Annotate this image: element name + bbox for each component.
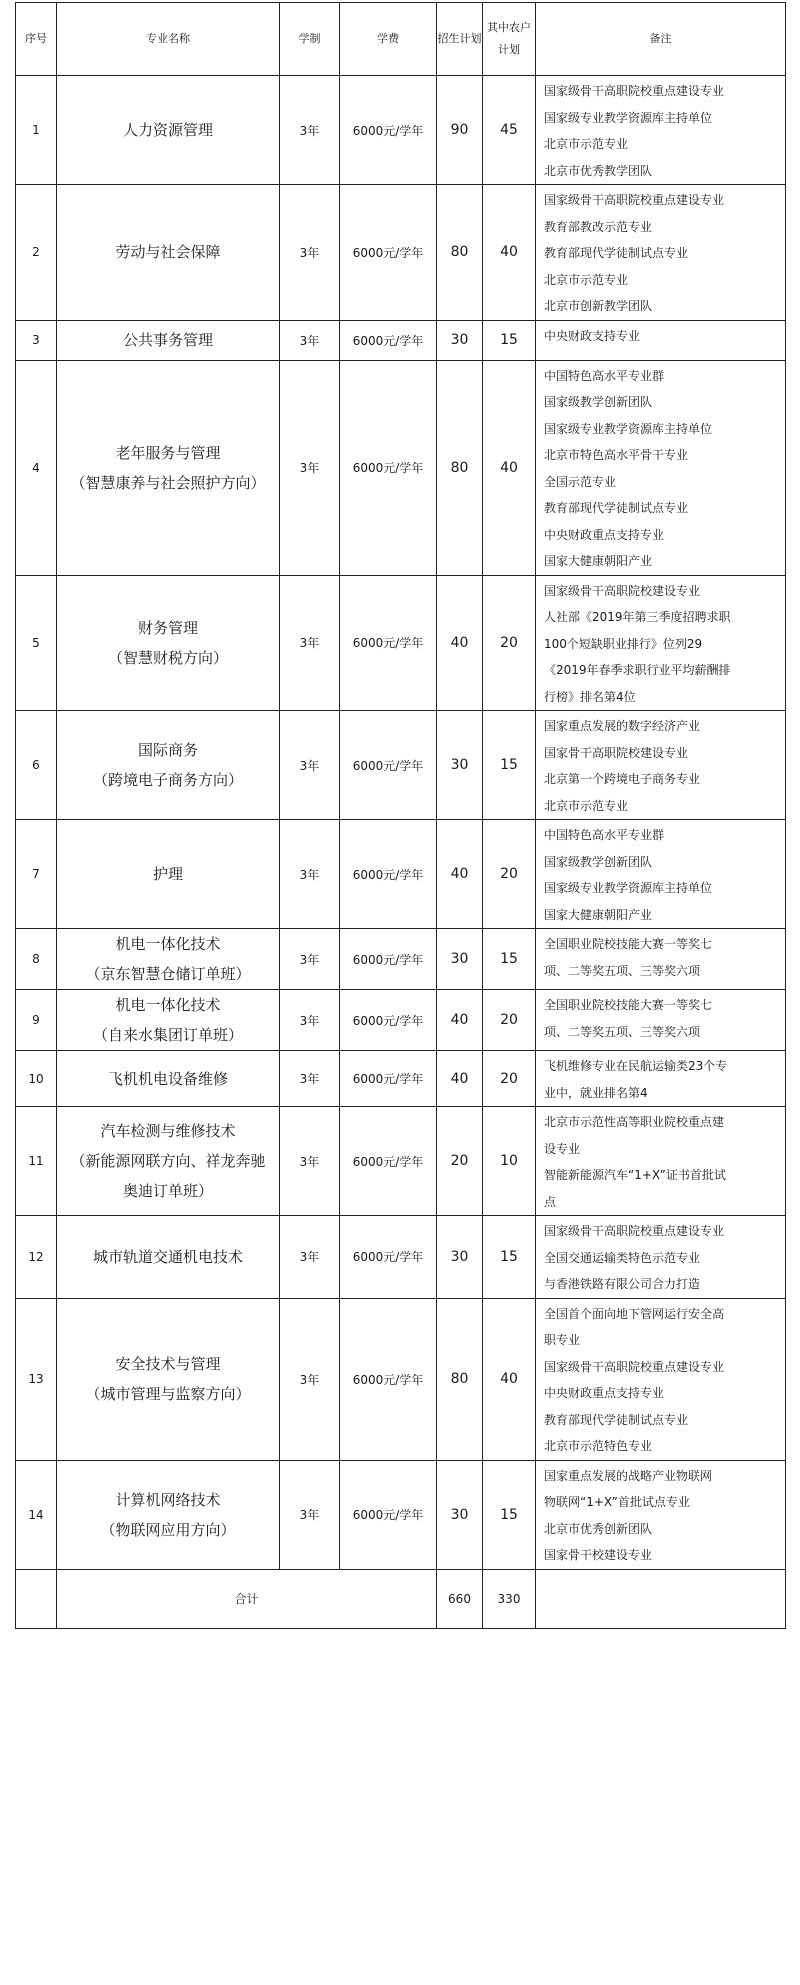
row-remarks xyxy=(536,575,786,711)
row-years: 3年 xyxy=(280,1460,340,1569)
remark-line: 中央财政支持专业 xyxy=(544,328,641,343)
table-row xyxy=(16,1216,786,1299)
table-row xyxy=(16,320,786,360)
row-plan: 40 xyxy=(437,820,483,929)
remark-line: 国家级骨干高职院校建设专业 xyxy=(544,583,701,598)
table-row xyxy=(16,929,786,990)
remark-line: 国家重点发展的数字经济产业 xyxy=(544,719,701,733)
remark-line: 飞机维修专业在民航运输类23个专 xyxy=(544,1059,728,1073)
remark-line: 国家级骨干高职院校重点建设专业 xyxy=(544,193,725,207)
remark-line: 国家级专业教学资源库主持单位 xyxy=(544,881,713,895)
remark-line: 国家大健康朝阳产业 xyxy=(544,554,653,568)
major-name-line: （新能源网联方向、祥龙奔驰 xyxy=(70,1152,266,1170)
major-name-line: 公共事务管理 xyxy=(122,331,213,349)
header-major: 专业名称 xyxy=(57,3,280,76)
remark-line: 教育部现代学徒制试点专业 xyxy=(544,501,689,515)
row-major-name xyxy=(57,360,280,575)
header-seq: 序号 xyxy=(16,3,57,76)
remark-line: 国家重点发展的战略产业物联网 xyxy=(544,1468,713,1483)
row-rural: 40 xyxy=(483,360,536,575)
major-name-line: 国际商务 xyxy=(137,741,198,759)
header-remarks: 备注 xyxy=(536,3,786,76)
row-seq: 14 xyxy=(16,1460,57,1569)
major-name-line: （自来水集团订单班） xyxy=(92,1026,243,1044)
major-name-line: 安全技术与管理 xyxy=(115,1355,221,1373)
remark-line: 全国示范专业 xyxy=(544,474,617,489)
remark-line: 项、二等奖五项、三等奖六项 xyxy=(544,1024,701,1039)
table-row xyxy=(16,1298,786,1460)
row-seq: 5 xyxy=(16,575,57,711)
row-major-name xyxy=(57,575,280,711)
total-plan: 660 xyxy=(437,1569,483,1628)
row-major-name xyxy=(57,1107,280,1216)
remark-line: 中央财政重点支持专业 xyxy=(544,527,665,542)
row-major-name xyxy=(57,711,280,820)
remark-line: 设专业 xyxy=(544,1141,581,1156)
row-rural: 20 xyxy=(483,820,536,929)
table-row xyxy=(16,711,786,820)
row-rural: 15 xyxy=(483,1216,536,1299)
row-seq: 2 xyxy=(16,185,57,321)
row-years: 3年 xyxy=(280,1216,340,1299)
major-name-line: 财务管理 xyxy=(137,618,198,637)
remark-line: 教育部教改示范专业 xyxy=(544,219,653,234)
remark-line: 全国交通运输类特色示范专业 xyxy=(544,1250,701,1265)
row-remarks xyxy=(536,820,786,929)
remark-line: 100个短缺职业排行》位列29 xyxy=(544,636,703,651)
row-seq: 7 xyxy=(16,820,57,929)
remark-line: 国家级教学创新团队 xyxy=(544,395,653,409)
remark-line: 国家级教学创新团队 xyxy=(544,854,653,869)
row-years: 3年 xyxy=(280,185,340,321)
remark-line: 国家大健康朝阳产业 xyxy=(544,907,653,922)
row-fee: 6000元/学年 xyxy=(340,1051,437,1107)
remark-line: 人社部《2019年第三季度招聘求职 xyxy=(544,610,731,624)
row-years: 3年 xyxy=(280,711,340,820)
row-rural: 15 xyxy=(483,1460,536,1569)
table-row xyxy=(16,575,786,711)
header-rural: 其中农户计划 xyxy=(483,3,536,76)
row-rural: 10 xyxy=(483,1107,536,1216)
remark-line: 行榜》排名第4位 xyxy=(544,689,636,704)
major-name-line: 机电一体化技术 xyxy=(115,935,221,953)
remark-line: 国家级骨干高职院校重点建设专业 xyxy=(544,1224,725,1238)
remark-line: 国家骨干校建设专业 xyxy=(544,1548,653,1562)
total-rural: 330 xyxy=(483,1569,536,1628)
row-major-name xyxy=(57,1051,280,1107)
remark-line: 智能新能源汽车“1+X”证书首批试 xyxy=(544,1168,726,1182)
major-name-line: （智慧康养与社会照护方向） xyxy=(70,473,266,492)
remark-line: 中央财政重点支持专业 xyxy=(544,1386,665,1400)
row-plan: 40 xyxy=(437,575,483,711)
row-remarks xyxy=(536,1051,786,1107)
row-remarks xyxy=(536,711,786,820)
table-row xyxy=(16,185,786,321)
remark-line: 与香港铁路有限公司合力打造 xyxy=(544,1277,701,1291)
row-seq: 4 xyxy=(16,360,57,575)
header-plan: 招生计划 xyxy=(437,3,483,76)
row-plan: 80 xyxy=(437,185,483,321)
row-fee: 6000元/学年 xyxy=(340,575,437,711)
major-name-line: 机电一体化技术 xyxy=(115,996,221,1014)
row-years: 3年 xyxy=(280,1298,340,1460)
row-remarks xyxy=(536,1216,786,1299)
row-fee: 6000元/学年 xyxy=(340,820,437,929)
remark-line: 教育部现代学徒制试点专业 xyxy=(544,1412,689,1427)
remark-line: 中国特色高水平专业群 xyxy=(544,368,665,383)
remark-line: 国家级专业教学资源库主持单位 xyxy=(544,421,713,436)
remark-line: 教育部现代学徒制试点专业 xyxy=(544,246,689,260)
remark-line: 职专业 xyxy=(544,1333,581,1347)
row-seq: 8 xyxy=(16,929,57,990)
row-fee: 6000元/学年 xyxy=(340,929,437,990)
total-row xyxy=(16,1569,786,1628)
row-remarks xyxy=(536,1107,786,1216)
row-fee: 6000元/学年 xyxy=(340,1107,437,1216)
major-name-line: （京东智慧仓储订单班） xyxy=(85,965,251,983)
row-fee: 6000元/学年 xyxy=(340,320,437,360)
row-seq: 9 xyxy=(16,990,57,1051)
row-major-name xyxy=(57,1216,280,1299)
row-fee: 6000元/学年 xyxy=(340,360,437,575)
row-remarks xyxy=(536,929,786,990)
row-seq: 12 xyxy=(16,1216,57,1299)
row-remarks xyxy=(536,1298,786,1460)
row-remarks xyxy=(536,76,786,185)
row-major-name xyxy=(57,929,280,990)
row-rural: 20 xyxy=(483,1051,536,1107)
row-fee: 6000元/学年 xyxy=(340,990,437,1051)
row-fee: 6000元/学年 xyxy=(340,711,437,820)
table-row xyxy=(16,820,786,929)
table-row xyxy=(16,1051,786,1107)
remark-line: 全国职业院校技能大赛一等奖七 xyxy=(544,937,713,951)
row-remarks xyxy=(536,1460,786,1569)
row-major-name xyxy=(57,1460,280,1569)
row-major-name xyxy=(57,820,280,929)
row-seq: 1 xyxy=(16,76,57,185)
row-major-name xyxy=(57,185,280,321)
table-row xyxy=(16,360,786,575)
row-seq: 13 xyxy=(16,1298,57,1460)
remark-line: 北京第一个跨境电子商务专业 xyxy=(544,772,701,786)
row-years: 3年 xyxy=(280,820,340,929)
row-plan: 30 xyxy=(437,929,483,990)
remark-line: 中国特色高水平专业群 xyxy=(544,828,665,842)
remark-line: 北京市创新教学团队 xyxy=(544,299,653,313)
major-name-line: 城市轨道交通机电技术 xyxy=(92,1247,243,1266)
row-years: 3年 xyxy=(280,990,340,1051)
remark-line: 北京市特色高水平骨干专业 xyxy=(544,448,689,462)
row-rural: 15 xyxy=(483,711,536,820)
remark-line: 北京市示范专业 xyxy=(544,272,629,287)
row-seq: 10 xyxy=(16,1051,57,1107)
enrollment-plan-table xyxy=(15,2,786,1629)
remark-line: 国家骨干高职院校建设专业 xyxy=(544,745,689,760)
row-seq: 11 xyxy=(16,1107,57,1216)
table-row xyxy=(16,76,786,185)
row-fee: 6000元/学年 xyxy=(340,185,437,321)
row-rural: 15 xyxy=(483,929,536,990)
major-name-line: 劳动与社会保障 xyxy=(115,243,221,262)
row-years: 3年 xyxy=(280,575,340,711)
major-name-line: （物联网应用方向） xyxy=(100,1520,236,1539)
row-remarks xyxy=(536,990,786,1051)
remark-line: 国家级专业教学资源库主持单位 xyxy=(544,110,713,125)
major-name-line: （智慧财税方向） xyxy=(107,648,228,667)
row-plan: 40 xyxy=(437,1051,483,1107)
remark-line: 北京市示范性高等职业院校重点建 xyxy=(544,1115,725,1129)
row-years: 3年 xyxy=(280,929,340,990)
row-major-name xyxy=(57,320,280,360)
row-fee: 6000元/学年 xyxy=(340,1216,437,1299)
row-years: 3年 xyxy=(280,1107,340,1216)
row-years: 3年 xyxy=(280,1051,340,1107)
remark-line: 物联网“1+X”首批试点专业 xyxy=(544,1495,690,1509)
row-rural: 15 xyxy=(483,320,536,360)
row-fee: 6000元/学年 xyxy=(340,1460,437,1569)
major-name-line: 汽车检测与维修技术 xyxy=(100,1122,236,1140)
major-name-line: 老年服务与管理 xyxy=(115,443,221,462)
major-name-line: （跨境电子商务方向） xyxy=(92,771,243,789)
remark-line: 全国首个面向地下管网运行安全高 xyxy=(544,1306,725,1321)
total-remarks-empty xyxy=(536,1569,786,1628)
table-header-row xyxy=(16,3,786,76)
row-rural: 45 xyxy=(483,76,536,185)
row-plan: 30 xyxy=(437,711,483,820)
row-rural: 20 xyxy=(483,990,536,1051)
remark-line: 国家级骨干高职院校重点建设专业 xyxy=(544,84,725,98)
major-name-line: （城市管理与监察方向） xyxy=(85,1385,251,1403)
row-years: 3年 xyxy=(280,360,340,575)
row-remarks xyxy=(536,185,786,321)
table-row xyxy=(16,1460,786,1569)
row-plan: 80 xyxy=(437,360,483,575)
row-remarks xyxy=(536,360,786,575)
remark-line: 北京市示范专业 xyxy=(544,137,629,151)
remark-line: 北京市示范专业 xyxy=(544,798,629,813)
major-name-line: 奥迪订单班） xyxy=(122,1182,213,1200)
row-remarks xyxy=(536,320,786,360)
row-plan: 20 xyxy=(437,1107,483,1216)
major-name-line: 人力资源管理 xyxy=(122,121,213,139)
row-plan: 40 xyxy=(437,990,483,1051)
row-major-name xyxy=(57,1298,280,1460)
row-rural: 20 xyxy=(483,575,536,711)
row-rural: 40 xyxy=(483,1298,536,1460)
remark-line: 北京市优秀教学团队 xyxy=(544,163,653,178)
row-plan: 30 xyxy=(437,1216,483,1299)
row-rural: 40 xyxy=(483,185,536,321)
major-name-line: 计算机网络技术 xyxy=(115,1490,221,1509)
total-label: 合计 xyxy=(57,1569,437,1628)
row-fee: 6000元/学年 xyxy=(340,76,437,185)
row-plan: 30 xyxy=(437,1460,483,1569)
remark-line: 点 xyxy=(544,1194,557,1209)
remark-line: 全国职业院校技能大赛一等奖七 xyxy=(544,998,713,1012)
row-years: 3年 xyxy=(280,320,340,360)
table-row xyxy=(16,990,786,1051)
table-row xyxy=(16,1107,786,1216)
remark-line: 《2019年春季求职行业平均薪酬排 xyxy=(544,663,731,677)
row-major-name xyxy=(57,990,280,1051)
row-plan: 80 xyxy=(437,1298,483,1460)
row-major-name xyxy=(57,76,280,185)
row-fee: 6000元/学年 xyxy=(340,1298,437,1460)
major-name-line: 飞机机电设备维修 xyxy=(107,1069,228,1088)
row-plan: 30 xyxy=(437,320,483,360)
remark-line: 北京市优秀创新团队 xyxy=(544,1521,653,1536)
row-seq: 6 xyxy=(16,711,57,820)
major-name-line: 护理 xyxy=(152,865,183,883)
remark-line: 国家级骨干高职院校重点建设专业 xyxy=(544,1359,725,1374)
row-plan: 90 xyxy=(437,76,483,185)
total-empty-cell xyxy=(16,1569,57,1628)
remark-line: 项、二等奖五项、三等奖六项 xyxy=(544,963,701,978)
row-seq: 3 xyxy=(16,320,57,360)
remark-line: 业中，就业排名第4 xyxy=(544,1085,648,1100)
header-fee: 学费 xyxy=(340,3,437,76)
header-years: 学制 xyxy=(280,3,340,76)
row-years: 3年 xyxy=(280,76,340,185)
remark-line: 北京市示范特色专业 xyxy=(544,1439,653,1453)
